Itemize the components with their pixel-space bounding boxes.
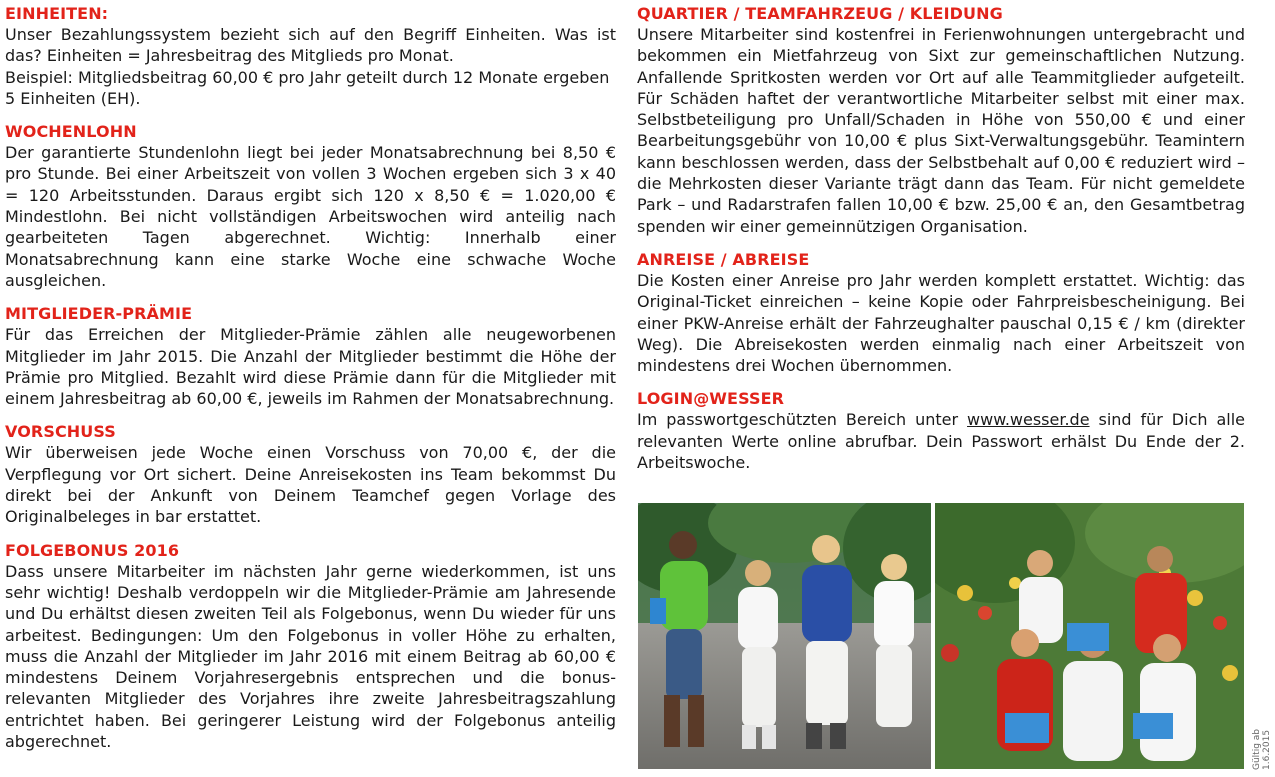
section-body: Für das Erreichen der Mitglieder-Prämie zählen alle neugeworbenen Mitglieder im Jahr 2015. Die Anzahl der Mitglieder bestimmt die Höhe der Prämie pro Mitglied. Bezahlt wird diese Prämie dann für die Mitglieder mit einem Jahresbeitrag ab 60,00 €, jeweils im Rahmen der Monatsabrechnung. [5,325,616,409]
section-body: Wir überweisen jede Woche einen Vorschuss von 70,00 €, der die Verpflegung vor Ort sichert. Deine Anreisekosten ins Team bekommst Du direkt bei der Ankunft von Deinem Teamchef gegen Vorlage des Originalbeleges in bar erstattet. [5,443,616,527]
section-login [637,389,1245,473]
section-body [637,409,1245,473]
section-title: FOLGEBONUS 2016 [5,540,180,560]
section-title: LOGIN@WESSER [637,389,785,409]
team-photos [638,503,1244,769]
login-text-after: sind für Dich alle relevanten Werte online abrufbar. Dein Passwort erhälst Du Ende der 2. Arbeitswoche. [637,410,1245,473]
wesser-link[interactable]: www.wesser.de [967,410,1090,430]
section-body: Der garantierte Stundenlohn liegt bei jeder Monatsabrechnung bei 8,50 € pro Stunde. Bei einer Arbeitszeit von vollen 3 Wochen ergeben sich 3 x 40 = 120 Arbeitsstunden. Daraus ergibt sich 120 x 8,50 € = 1.020,00 € Mindestlohn. Bei nicht vollständigen Arbeitswochen wird anteilig nach gearbeiteten Tagen abgerechnet. Wichtig: Innerhalb einer Monatsabrechnung kann eine starke Woche eine schwache Woche ausgleichen. [5,143,616,290]
photo-team-group [935,503,1244,769]
section-anreise [637,250,1245,376]
section-title: MITGLIEDER-PRÄMIE [5,304,193,324]
left-column [5,4,616,765]
login-text-before: Im passwortgeschützten Bereich unter [637,410,968,430]
section-quartier [637,4,1245,237]
section-body: Dass unsere Mitarbeiter im nächsten Jahr gerne wiederkommen, ist uns sehr wichtig! Deshalb verdoppeln wir die Mitglieder-Prämie am Jahresende und Du erhältst diesen zweiten Teil als Folgebonus, wenn Du wieder für uns arbeitest. Bedingungen: Um den Folgebonus in voller Höhe zu erhalten, muss die Anzahl der Mitglieder im Jahr 2016 mit einem Beitrag ab 60,00 € mindestens Deinem Vorjahresergebnis entsprechen und die bonus-relevanten Mitglieder des Vorjahres ihre zweite Jahresbeitragszahlung entrichtet haben. Bei geringerer Leistung wird der Folgebonus anteilig abgerechnet. [5,561,616,752]
section-mitglieder-praemie [5,304,616,409]
section-einheiten [5,4,616,109]
photo-running-team [638,503,931,769]
section-title: EINHEITEN: [5,4,109,23]
section-title: ANREISE / ABREISE [637,249,810,269]
validity-note: Gültig ab 1.6.2015 [1252,728,1272,770]
section-vorschuss [5,422,616,527]
section-title: WOCHENLOHN [5,122,137,142]
section-title: QUARTIER / TEAMFAHRZEUG / KLEIDUNG [637,4,1003,23]
section-wochenlohn [5,122,616,291]
section-body: Unser Bezahlungssystem bezieht sich auf den Begriff Einheiten. Was ist das? Einheiten = Jahresbeitrag des Mitglieds pro Monat. [5,25,616,66]
right-column [637,4,1245,486]
section-body: Unsere Mitarbeiter sind kostenfrei in Ferienwohnungen untergebracht und bekommen ein Mietfahrzeug von Sixt zur gemeinschaftlichen Nutzung. Anfallende Spritkosten werden vor Ort auf alle Teammitglieder aufgeteilt. Für Schäden haftet der verantwortliche Mitarbeiter selbst mit einer max. Selbstbeteiligung pro Unfall/Schaden in Höhe von 550,00 € und einer Bearbeitungsgebühr von 10,00 € plus Sixt-Verwaltungsgebühr. Teamintern kann beschlossen werden, dass der Selbstbehalt auf 0,00 € reduziert wird – die Mehrkosten dieser Variante trägt dann das Team. Für nicht gemeldete Park – und Radarstrafen fallen 10,00 € bzw. 25,00 € an, den Gesamtbetrag spenden wir einer gemeinnützigen Organisation. [637,25,1245,236]
section-body: Die Kosten einer Anreise pro Jahr werden komplett erstattet. Wichtig: das Original-Ticket einreichen – keine Kopie oder Fahrpreisbescheinigung. Bei einer PKW-Anreise erhält der Fahrzeughalter pauschal 0,15 € / km (direkter Weg). Die Abreisekosten werden einmalig nach einer Arbeitszeit von mindestens drei Wochen übernommen. [637,270,1245,376]
section-title: VORSCHUSS [5,422,116,442]
section-folgebonus [5,541,616,753]
section-body-example: Beispiel: Mitgliedsbeitrag 60,00 € pro Jahr geteilt durch 12 Monate ergeben 5 Einheiten (EH). [5,67,610,108]
